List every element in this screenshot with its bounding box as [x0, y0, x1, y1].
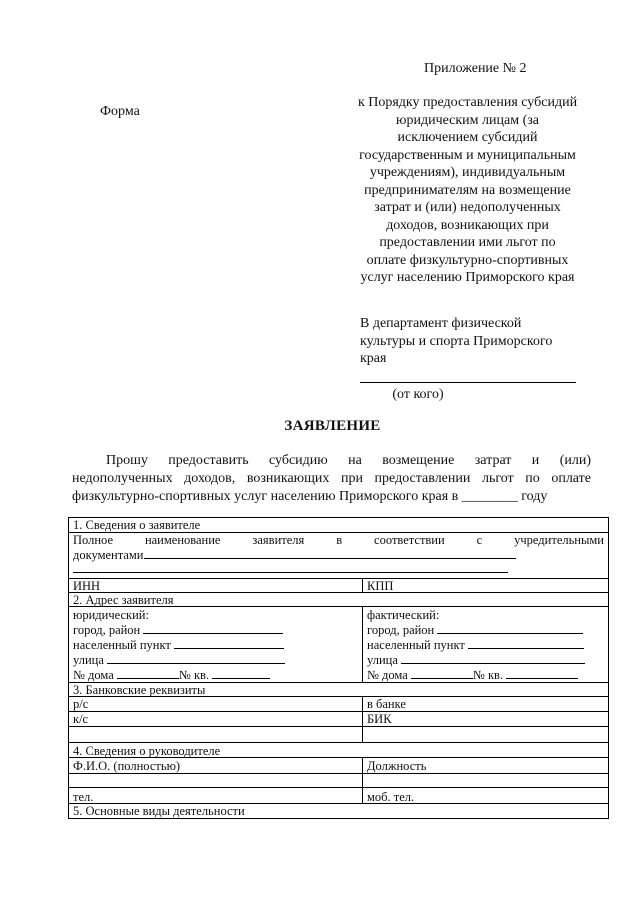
fullname-input-line[interactable]: [144, 547, 516, 559]
request-line: физкультурно-спортивных услуг населению Приморского края в ________ году: [72, 489, 548, 504]
phone-field[interactable]: [69, 788, 362, 803]
section-title: 5. Основные виды деятельности: [73, 804, 245, 818]
appendix-line: государственным и муниципальным: [359, 147, 576, 163]
city-label: город, район: [367, 623, 435, 637]
appendix-title: Приложение № 2: [424, 61, 527, 76]
legal-house-input[interactable]: [117, 667, 179, 679]
actual-settlement-input[interactable]: [468, 637, 584, 649]
actual-street-input[interactable]: [401, 652, 585, 664]
phone-label: тел.: [73, 790, 94, 804]
actual-house-input[interactable]: [411, 667, 473, 679]
kpp-field[interactable]: [362, 579, 608, 592]
appendix-line: оплате физкультурно-спортивных: [366, 252, 569, 268]
appendix-line: исключением субсидий: [397, 130, 538, 145]
request-paragraph: [72, 452, 591, 506]
appendix-line: услуг населению Приморского края: [360, 270, 575, 285]
director-row-1: [69, 757, 608, 773]
from-signature-line[interactable]: [360, 382, 576, 383]
apt-label: № кв.: [178, 668, 210, 682]
bank-row-3: [69, 726, 608, 742]
section-title: 1. Сведения о заявителе: [73, 518, 201, 532]
actual-apt-input[interactable]: [506, 667, 578, 679]
fullname-label: Полное наименование заявителя в соответствии с учредительными: [73, 533, 604, 547]
legal-settlement-input[interactable]: [174, 637, 284, 649]
mobile-label: моб. тел.: [367, 790, 415, 804]
bik-label: БИК: [367, 712, 392, 726]
fio-field[interactable]: [69, 758, 362, 773]
section-header-activity: [69, 803, 608, 818]
appendix-line: к Порядку предоставления субсидий: [357, 95, 578, 110]
bik-field[interactable]: [362, 712, 608, 726]
application-form-table: [68, 517, 609, 819]
bank-label: в банке: [367, 697, 406, 711]
director-row-2: [69, 773, 608, 787]
actual-address-label: фактический:: [367, 608, 440, 622]
section-title: 4. Сведения о руководителе: [73, 744, 221, 758]
street-label: улица: [73, 653, 104, 667]
address-row: [69, 606, 608, 682]
legal-apt-input[interactable]: [212, 667, 270, 679]
appendix-line: доходов, возникающих при: [386, 217, 549, 233]
street-label: улица: [367, 653, 398, 667]
fullname-label-cont: документами: [73, 548, 144, 562]
fullname-input-line-2[interactable]: [73, 562, 508, 573]
appendix-line: юридическим лицам (за: [396, 112, 539, 128]
appendix-description: [345, 94, 590, 287]
legal-address-label: юридический:: [73, 608, 149, 622]
rs-label: р/с: [73, 697, 89, 711]
settlement-label: населенный пункт: [73, 638, 171, 652]
recipient-line: края: [360, 351, 387, 366]
bank-row-1: [69, 696, 608, 711]
ks-label: к/с: [73, 712, 89, 726]
request-line: Прошу предоставить субсидию на возмещение затрат и (или): [106, 453, 591, 468]
mobile-field[interactable]: [362, 788, 608, 803]
fullname-row: [69, 532, 608, 578]
bank-field[interactable]: [362, 697, 608, 711]
ks-field[interactable]: [69, 712, 362, 726]
house-label: № дома: [367, 668, 408, 682]
director-row-3: [69, 787, 608, 803]
recipient-line: В департамент физической: [360, 316, 522, 331]
section-header-bank: [69, 682, 608, 696]
appendix-line: предоставлении ими льгот по: [379, 235, 556, 250]
inn-kpp-row: [69, 578, 608, 592]
section-header-address: [69, 592, 608, 606]
inn-field[interactable]: [69, 579, 362, 592]
bank-extra-left[interactable]: [69, 727, 362, 742]
bank-extra-right[interactable]: [362, 727, 608, 742]
director-extra-right[interactable]: [362, 774, 608, 787]
form-label: Форма: [100, 104, 140, 119]
position-field[interactable]: [362, 758, 608, 773]
section-title: 2. Адрес заявителя: [73, 593, 174, 607]
director-extra-left[interactable]: [69, 774, 362, 787]
legal-city-input[interactable]: [143, 622, 283, 634]
apt-label: № кв.: [472, 668, 504, 682]
appendix-line: предпринимателям на возмещение: [364, 182, 571, 198]
fio-label: Ф.И.О. (полностью): [73, 759, 181, 773]
document-title: ЗАЯВЛЕНИЕ: [284, 418, 381, 434]
recipient-block: [360, 315, 590, 368]
section-header-director: [69, 742, 608, 757]
appendix-line: затрат и (или) недополученных: [374, 200, 561, 215]
legal-address: [69, 607, 362, 682]
settlement-label: населенный пункт: [367, 638, 465, 652]
actual-address: [362, 607, 608, 682]
kpp-label: КПП: [367, 579, 394, 593]
house-label: № дома: [73, 668, 114, 682]
section-title: 3. Банковские реквизиты: [73, 683, 206, 697]
section-header-applicant: [69, 518, 608, 532]
appendix-line: учреждениям), индивидуальным: [369, 165, 566, 180]
city-label: город, район: [73, 623, 141, 637]
recipient-line: культуры и спорта Приморского: [360, 333, 553, 349]
from-label: (от кого): [392, 387, 444, 402]
bank-row-2: [69, 711, 608, 726]
rs-field[interactable]: [69, 697, 362, 711]
position-label: Должность: [367, 759, 427, 773]
legal-street-input[interactable]: [107, 652, 285, 664]
inn-label: ИНН: [73, 579, 101, 593]
request-line: недополученных доходов, возникающих при предоставлении льгот по оплате: [72, 471, 591, 486]
actual-city-input[interactable]: [437, 622, 583, 634]
